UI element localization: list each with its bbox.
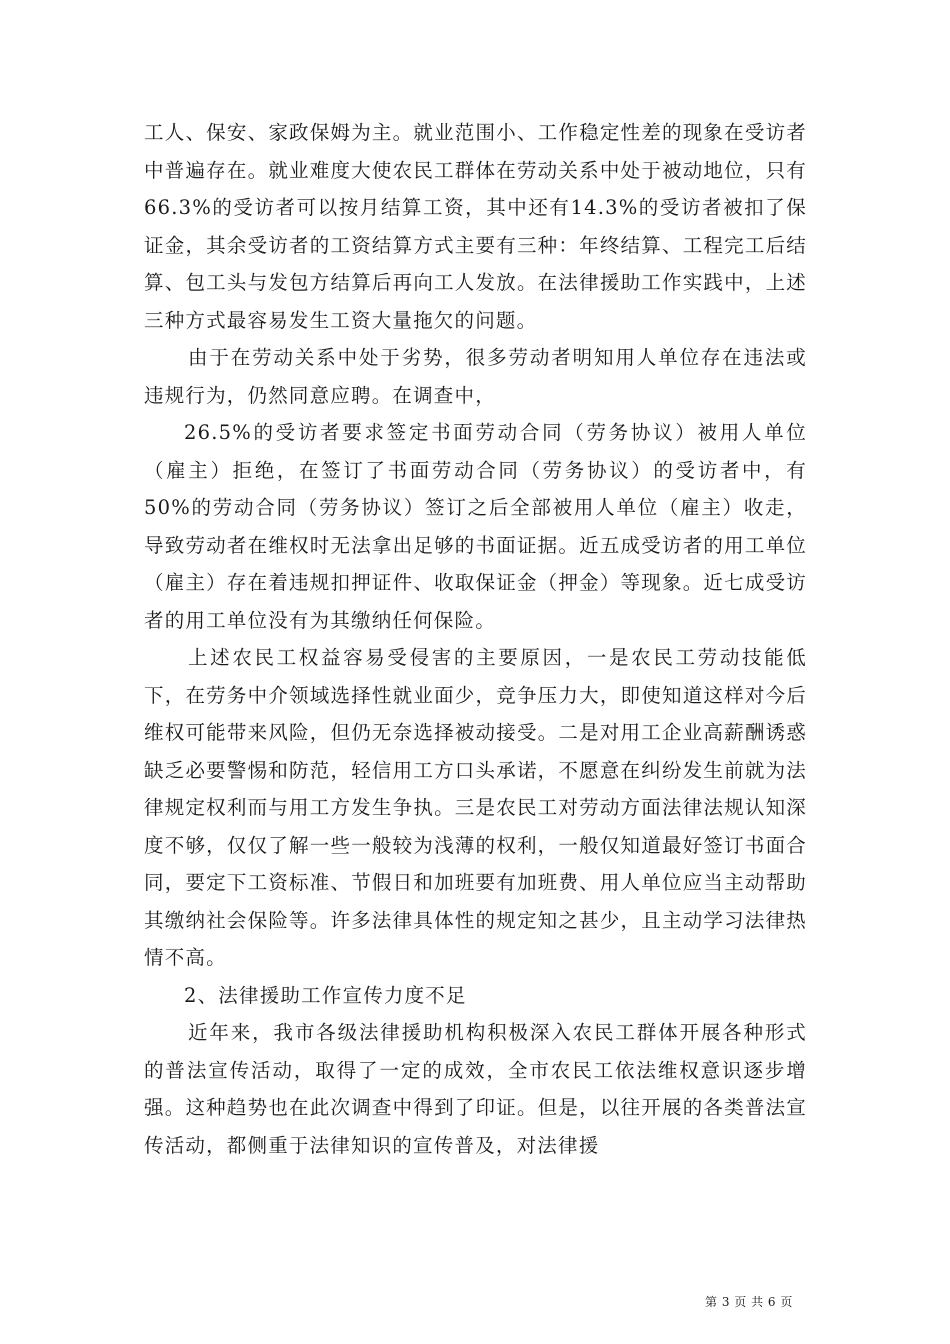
- document-body: [144, 114, 807, 1164]
- section-heading: 2、法律援助工作宣传力度不足: [184, 983, 467, 1007]
- paragraph-4: 上述农民工权益容易受侵害的主要原因，一是农民工劳动技能低下，在劳务中介领域选择性就业面少，竞争压力大，即使知道这样对今后维权可能带来风险，但仍无奈选择被动接受。二是对用工企业高薪酬诱惑缺乏必要警惕和防范，轻信用工方口头承诺，不愿意在纠纷发生前就为法律规定权利而与用工方发生争执。三是农民工对劳动方面法律法规认知深度不够，仅仅了解一些一般较为浅薄的权利，一般仅知道最好签订书面合同，要定下工资标准、节假日和加班要有加班费、用人单位应当主动帮助其缴纳社会保险等。许多法律具体性的规定知之甚少，且主动学习法律热情不高。: [144, 646, 807, 969]
- paragraph-1: 工人、保安、家政保姆为主。就业范围小、工作稳定性差的现象在受访者中普遍存在。就业难度大使农民工群体在劳动关系中处于被动地位，只有66.3%的受访者可以按月结算工资，其中还有14.3%的受访者被扣了保证金，其余受访者的工资结算方式主要有三种：年终结算、工程完工后结算、包工头与发包方结算后再向工人发放。在法律援助工作实践中，上述三种方式最容易发生工资大量拖欠的问题。: [144, 121, 807, 332]
- paragraph-3: 26.5%的受访者要求签定书面劳动合同（劳务协议）被用人单位（雇主）拒绝，在签订了书面劳动合同（劳务协议）的受访者中，有50%的劳动合同（劳务协议）签订之后全部被用人单位（雇主）收走，导致劳动者在维权时无法拿出足够的书面证据。近五成受访者的用工单位（雇主）存在着违规扣押证件、收取保证金（押金）等现象。近七成受访者的用工单位没有为其缴纳任何保险。: [144, 421, 807, 632]
- paragraph-2: 由于在劳动关系中处于劣势，很多劳动者明知用人单位存在违法或违规行为，仍然同意应聘。在调查中，: [144, 346, 807, 407]
- page-number: 第 3 页 共 6 页: [705, 1295, 793, 1309]
- paragraph-5: 近年来，我市各级法律援助机构积极深入农民工群体开展各种形式的普法宣传活动，取得了一定的成效，全市农民工依法维权意识逐步增强。这种趋势也在此次调查中得到了印证。但是，以往开展的各类普法宣传活动，都侧重于法律知识的宣传普及，对法律援: [144, 1021, 807, 1157]
